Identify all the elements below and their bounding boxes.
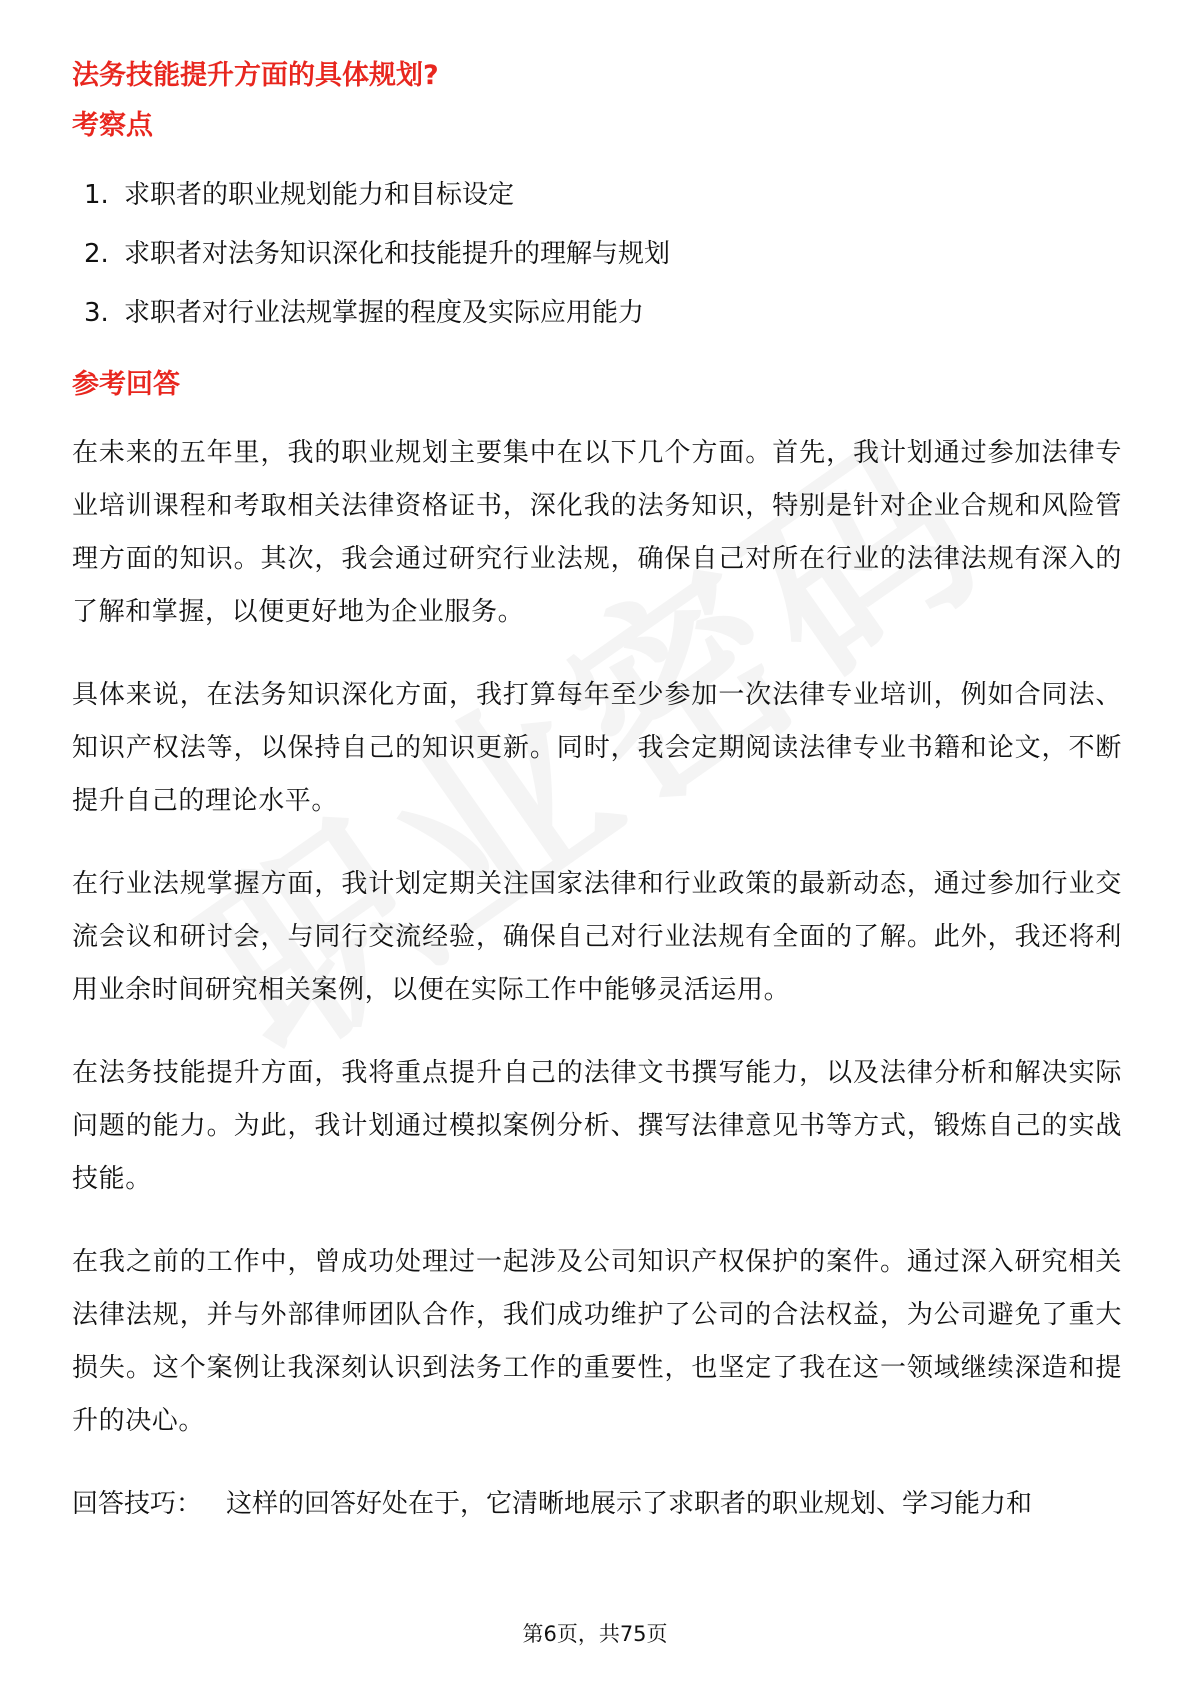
list-item xyxy=(84,166,1122,225)
question-title: 法务技能提升方面的具体规划? xyxy=(72,60,439,91)
list-item-text: 求职者对法务知识深化和技能提升的理解与规划 xyxy=(124,239,671,269)
list-item-text: 求职者对行业法规掌握的程度及实际应用能力 xyxy=(124,298,645,328)
tip-text: 这样的回答好处在于，它清晰地展示了求职者的职业规划、学习能力和 xyxy=(226,1489,1033,1519)
points-heading: 考察点 xyxy=(72,110,153,141)
list-item xyxy=(84,284,1122,343)
list-item-number: 3. xyxy=(84,298,109,328)
tip-label: 回答技巧： xyxy=(72,1489,203,1519)
answer-paragraph: 在未来的五年里，我的职业规划主要集中在以下几个方面。首先，我计划通过参加法律专业培训课程和考取相关法律资格证书，深化我的法务知识，特别是针对企业合规和风险管理方面的知识。其次，我会通过研究行业法规，确保自己对所在行业的法律法规有深入的了解和掌握，以便更好地为企业服务。 xyxy=(72,438,1122,627)
list-item-number: 2. xyxy=(84,239,109,269)
list-item xyxy=(84,225,1122,284)
answer-tip xyxy=(72,1478,1122,1531)
answer-heading: 参考回答 xyxy=(72,369,180,400)
answer-paragraph: 具体来说，在法务知识深化方面，我打算每年至少参加一次法律专业培训，例如合同法、知识产权法等，以保持自己的知识更新。同时，我会定期阅读法律专业书籍和论文，不断提升自己的理论水平。 xyxy=(72,680,1122,816)
list-item-text: 求职者的职业规划能力和目标设定 xyxy=(124,180,515,210)
answer-paragraph: 在法务技能提升方面，我将重点提升自己的法律文书撰写能力，以及法律分析和解决实际问题的能力。为此，我计划通过模拟案例分析、撰写法律意见书等方式，锻炼自己的实战技能。 xyxy=(72,1058,1122,1194)
document-content xyxy=(72,52,1122,1531)
list-item-number: 1. xyxy=(84,180,109,210)
points-list xyxy=(72,166,1122,343)
answer-paragraph: 在行业法规掌握方面，我计划定期关注国家法律和行业政策的最新动态，通过参加行业交流会议和研讨会，与同行交流经验，确保自己对行业法规有全面的了解。此外，我还将利用业余时间研究相关案例，以便在实际工作中能够灵活运用。 xyxy=(72,869,1122,1005)
answer-paragraph: 在我之前的工作中，曾成功处理过一起涉及公司知识产权保护的案件。通过深入研究相关法律法规，并与外部律师团队合作，我们成功维护了公司的合法权益，为公司避免了重大损失。这个案例让我深刻认识到法务工作的重要性，也坚定了我在这一领域继续深造和提升的决心。 xyxy=(72,1247,1122,1436)
page-number: 第6页，共75页 xyxy=(522,1622,668,1646)
